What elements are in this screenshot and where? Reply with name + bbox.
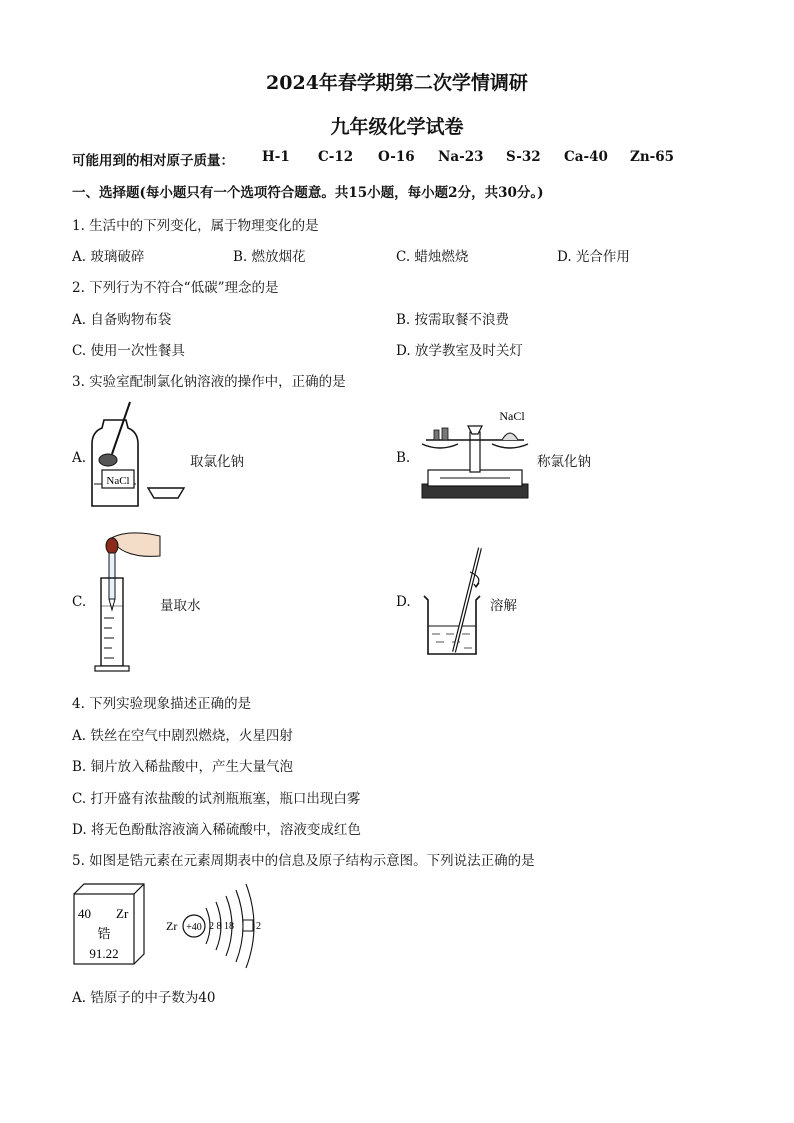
- element-name: 锆: [97, 926, 111, 941]
- beaker-illustration: [418, 544, 488, 660]
- q2-option-b: B. 按需取餐不浪费: [396, 312, 510, 328]
- question-3-stem: 3. 实验室配制氯化钠溶液的操作中，正确的是: [72, 374, 346, 390]
- graduated-cylinder-illustration: [92, 526, 162, 674]
- q3-option-d-label: 溶解: [490, 598, 517, 614]
- atomic-mass-item: S-32: [506, 149, 541, 165]
- page-title: 2024年春学期第二次学情调研: [266, 72, 528, 94]
- q4-option-b: B. 铜片放入稀盐酸中，产生大量气泡: [72, 759, 294, 775]
- q1-option-a: A. 玻璃破碎: [72, 249, 145, 265]
- atomic-mass-item: O-16: [378, 149, 415, 165]
- element-number: 40: [78, 906, 91, 921]
- atomic-mass-item: H-1: [262, 149, 290, 165]
- q5-option-a: A. 锆原子的中子数为40: [72, 990, 216, 1006]
- q3-option-c-label: 量取水: [160, 598, 201, 614]
- q2-option-a: A. 自备购物布袋: [72, 312, 172, 328]
- q3-option-c-letter: C.: [72, 594, 87, 610]
- atomic-masses-label: 可能用到的相对原子质量：: [72, 153, 234, 169]
- atom-nucleus: +40: [186, 922, 202, 933]
- question-1-stem: 1. 生活中的下列变化，属于物理变化的是: [72, 218, 319, 234]
- q1-option-b: B. 燃放烟花: [233, 249, 306, 265]
- balance-illustration: [418, 404, 532, 504]
- atomic-mass-item: C-12: [318, 149, 354, 165]
- atomic-mass-item: Ca-40: [564, 149, 608, 165]
- q3-option-d-letter: D.: [396, 594, 411, 610]
- question-2-stem: 2. 下列行为不符合“低碳”理念的是: [72, 280, 279, 296]
- q4-option-d: D. 将无色酚酞溶液滴入稀硫酸中，溶液变成红色: [72, 822, 361, 838]
- q3-option-a-label: 取氯化钠: [190, 454, 244, 470]
- reagent-bottle-illustration: [88, 398, 198, 510]
- atom-symbol: Zr: [166, 919, 178, 933]
- element-mass: 91.22: [89, 946, 119, 961]
- q2-option-d: D. 放学教室及时关灯: [396, 343, 523, 359]
- q1-option-c: C. 蜡烛燃烧: [396, 249, 469, 265]
- zirconium-element-card: [70, 880, 280, 970]
- q4-option-a: A. 铁丝在空气中剧烈燃烧，火星四射: [72, 728, 293, 744]
- atom-shells: 2 8 18: [209, 921, 234, 932]
- question-5-stem: 5. 如图是锆元素在元素周期表中的信息及原子结构示意图。下列说法正确的是: [72, 853, 535, 869]
- page-subtitle: 九年级化学试卷: [330, 116, 464, 138]
- q1-option-d: D. 光合作用: [557, 249, 630, 265]
- q2-option-c: C. 使用一次性餐具: [72, 343, 185, 359]
- atomic-mass-item: Zn-65: [630, 149, 675, 165]
- question-4-stem: 4. 下列实验现象描述正确的是: [72, 696, 252, 712]
- q3-option-b-letter: B.: [396, 450, 411, 466]
- element-symbol: Zr: [116, 906, 129, 921]
- q4-option-c: C. 打开盛有浓盐酸的试剂瓶瓶塞，瓶口出现白雾: [72, 791, 361, 807]
- atomic-mass-item: Na-23: [438, 149, 484, 165]
- nacl-label: NaCl: [499, 409, 525, 423]
- section-title: 一、选择题(每小题只有一个选项符合题意。共15小题，每小题2分，共30分。): [72, 185, 544, 201]
- nacl-label: NaCl: [106, 475, 130, 487]
- atom-last-shell: 2: [256, 921, 261, 932]
- q3-option-b-label: 称氯化钠: [537, 454, 591, 470]
- q3-option-a-letter: A.: [72, 450, 87, 466]
